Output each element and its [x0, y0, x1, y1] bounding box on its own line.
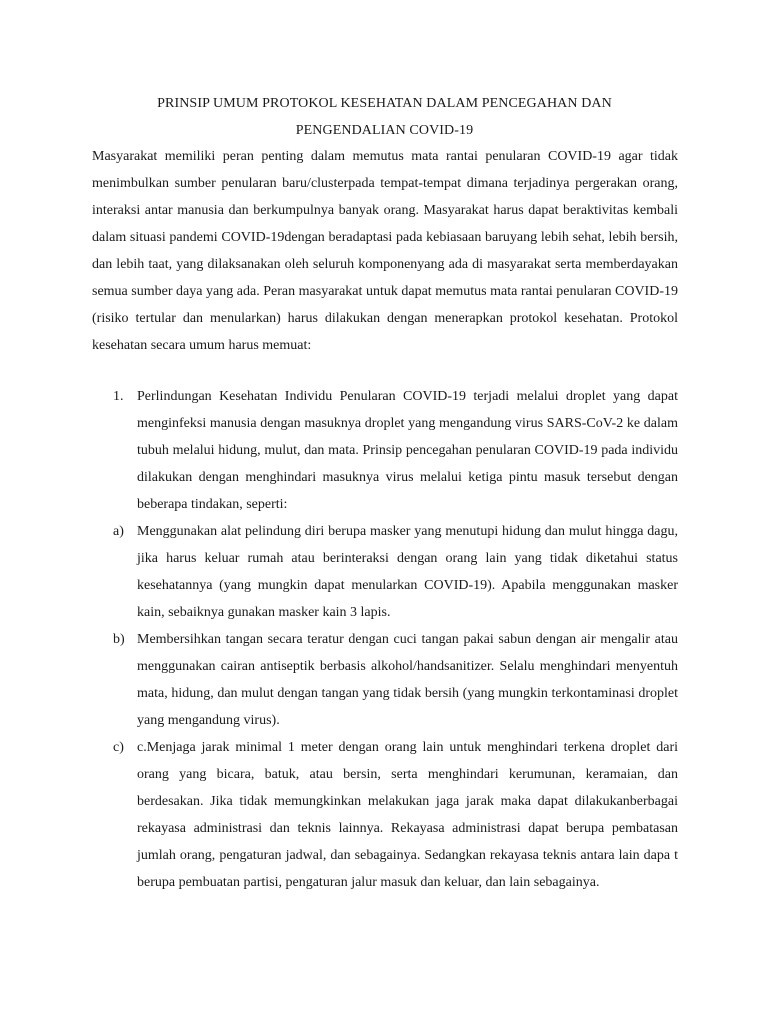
- list-item-text: Perlindungan Kesehatan Individu Penularan COVID-19 terjadi melalui droplet yang dapat menginfeksi manusia dengan masuknya droplet yang mengandung virus SARS-CoV-2 ke dalam tubuh melalui hidung, mulut, dan mata. Prinsip pencegahan penularan COVID-19 pada individu dilakukan dengan menghindari masuknya virus melalui ketiga pintu masuk tersebut dengan beberapa tindakan, seperti:: [137, 389, 678, 512]
- list-item-text: Membersihkan tangan secara teratur dengan cuci tangan pakai sabun dengan air mengalir atau menggunakan cairan antiseptik berbasis alkohol/handsanitizer. Selalu menghindari menyentuh mata, hidung, dan mulut dengan tangan yang tidak bersih (yang mungkin terkontaminasi droplet yang mengandung virus).: [137, 632, 678, 728]
- title-line-1: PRINSIP UMUM PROTOKOL KESEHATAN DALAM PENCEGAHAN DAN: [157, 96, 612, 111]
- list-item: [92, 518, 678, 626]
- list-item: [92, 734, 678, 896]
- title-line-2: PENGENDALIAN COVID-19: [295, 123, 474, 138]
- list-item: [92, 383, 678, 518]
- list-marker: b): [113, 632, 125, 647]
- intro-paragraph: Masyarakat memiliki peran penting dalam memutus mata rantai penularan COVID-19 agar tidak menimbulkan sumber penularan baru/clusterpada tempat-tempat dimana terjadinya pergerakan orang, interaksi antar manusia dan berkumpulnya banyak orang. Masyarakat harus dapat beraktivitas kembali dalam situasi pandemi COVID-19dengan beradaptasi pada kebiasaan baruyang lebih sehat, lebih bersih, dan lebih taat, yang dilaksanakan oleh seluruh komponenyang ada di masyarakat serta memberdayakan semua sumber daya yang ada. Peran masyarakat untuk dapat memutus mata rantai penularan COVID-19 (risiko tertular dan menularkan) harus dilakukan dengan menerapkan protokol kesehatan. Protokol kesehatan secara umum harus memuat:: [92, 149, 678, 353]
- protocol-list: [92, 383, 678, 896]
- list-marker: c): [113, 740, 124, 755]
- list-item-text: c.Menjaga jarak minimal 1 meter dengan orang lain untuk menghindari terkena droplet dari orang yang bicara, batuk, atau bersin, serta menghindari kerumunan, keramaian, dan berdesakan. Jika tidak memungkinkan melakukan jaga jarak maka dapat dilakukanberbagai rekayasa administrasi dan teknis lainnya. Rekayasa administrasi dapat berupa pembatasan jumlah orang, pengaturan jadwal, dan sebagainya. Sedangkan rekayasa teknis antara lain dapa t berupa pembuatan partisi, pengaturan jalur masuk dan keluar, dan lain sebagainya.: [137, 740, 678, 890]
- list-marker: a): [113, 524, 124, 539]
- list-item-text: Menggunakan alat pelindung diri berupa masker yang menutupi hidung dan mulut hingga dagu, jika harus keluar rumah atau berinteraksi dengan orang lain yang tidak diketahui status kesehatannya (yang mungkin dapat menularkan COVID-19). Apabila menggunakan masker kain, sebaiknya gunakan masker kain 3 lapis.: [137, 524, 678, 620]
- list-item: [92, 626, 678, 734]
- list-marker: 1.: [113, 389, 124, 404]
- document-title: [92, 90, 677, 144]
